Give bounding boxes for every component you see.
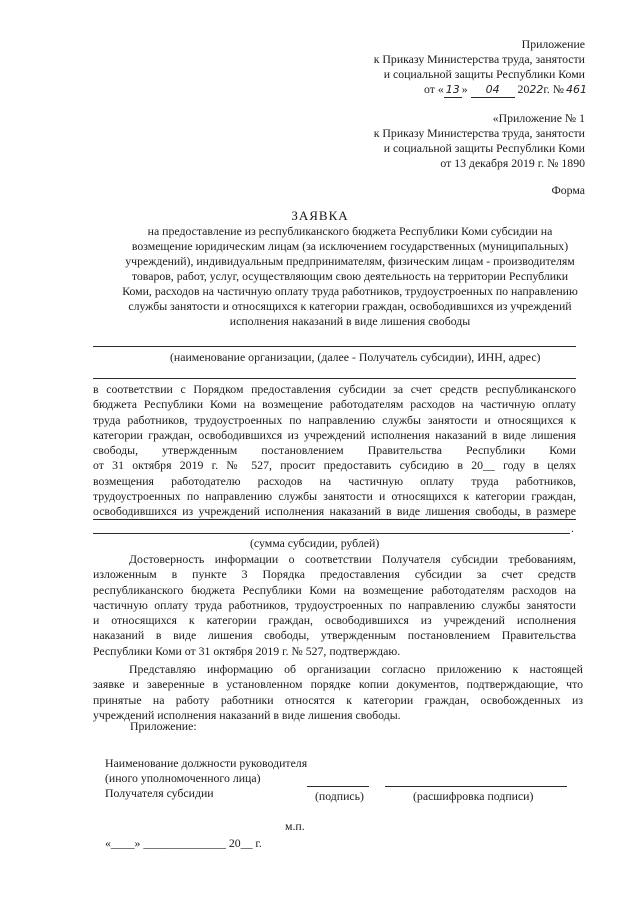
sum-field-line <box>93 519 576 520</box>
sum-caption: (сумма субсидии, рублей) <box>250 536 380 550</box>
signature-caption: (подпись) <box>315 789 364 803</box>
title-line: товаров, работ, услуг, осуществляющим свою деятельность на территории Республики <box>131 269 569 283</box>
signature-decode-line <box>385 786 567 787</box>
signature-position-line2: (иного уполномоченного лица) <box>105 771 261 785</box>
signature-decode-caption: (расшифровка подписи) <box>413 789 534 803</box>
signature-line <box>307 786 369 787</box>
paragraph-attachments: Представляю информацию об организации согласно приложению к настоящей заявке и заверенные в установленном порядке копии документов, подтверждающие, что принятые на работу работники относятся к категории граждан, освобожденных из учреждений исполнения наказаний в виде лишения свободы. <box>93 662 583 722</box>
sum-field-line-2 <box>93 533 570 534</box>
organization-field-line-2 <box>93 378 576 379</box>
title-line: учреждений), индивидуальным предпринимателям, физическим лицам - производителям <box>125 254 575 268</box>
signature-position-line3: Получателя субсидии <box>105 786 214 800</box>
title-line: Коми, расходов на частичную оплату труда работников, трудоустроенных по направлению <box>122 284 578 298</box>
header1-date-day: 13 <box>445 83 460 96</box>
header2-line2: к Приказу Министерства труда, занятости <box>373 126 585 140</box>
document-page: Приложение к Приказу Министерства труда, занятости и социальной защиты Республики Коми от « 13 » 04 2022г. № 461 «Приложение № 1 к Приказу Министерства труда, занятости и социальной защиты Республики Коми от 13 декабря 2019 г. № 1890 Форма ЗАЯВКА на предоставление из республиканского бюджета Республики Коми субсидии на возмещение юридическим лицам (за исключением государственных (муниципальных) учреждений), индивидуальным предпринимателям, физическим лицам - производителям товаров, работ, услуг, осуществляющим свою деятельность на территории Республики Коми, расходов на частичную оплату труда работников, трудоустроенных по направлению службы занятости и относящихся к категории граждан, освободившихся из учреждений исполнения наказаний в виде лишения свободы (наименование организации, (далее - Получатель субсидии), ИНН, адрес) в соответствии с Порядком предоставления субсидии за счет средств республиканского бюджета Республики Коми на возмещение работодателям расходов на частичную оплату труда работников, трудоустроенных по направлению службы занятости и относящихся к категории граждан, освободившихся из учреждений исполнения наказаний в виде лишения свободы, утвержденным постановлением Правительства Республики Коми от 31 октября 2019 г. № 527, просит предоставить субсидию в 20__ году в целях возмещения работодателю расходов на частичную оплату труда работников, трудоустроенных по направлению службы занятости и относящихся к категории граждан, освободившихся из учреждений исполнения наказаний в виде лишения свободы, в размере . (сумма субсидии, рублей) Достоверность информации о соответствии Получателя субсидии требованиям, изложенным в пункте 3 Порядка предоставления субсидии за счет средств республиканского бюджета Республики Коми на возмещение работодателям расходов на частичную оплату труда работников, трудоустроенных по направлению службы занятости и относящихся к категории граждан, освободившихся из учреждений исполнения наказаний в виде лишения свободы, утвержденным постановлением Правительства Республики Коми от 31 октября 2019 г. № 527, подтверждаю. Представляю информацию об организации согласно приложению к настоящей заявке и заверенные в установленном порядке копии документов, подтверждающие, что принятые на работу работники относятся к категории граждан, освобожденных из учреждений исполнения наказаний в виде лишения свободы. Приложение: Наименование должности руководителя (иного уполномоченного лица) Получателя субсидии (подпись) (расшифровка подписи) м.п. «____» ______________ 20__ г. <box>0 0 640 905</box>
title-line: исполнения наказаний в виде лишения свободы <box>229 314 471 328</box>
signature-position-line1: Наименование должности руководителя <box>105 756 308 770</box>
paragraph-request: в соответствии с Порядком предоставления субсидии за счет средств республиканского бюджета Республики Коми на возмещение работодателям расходов на частичную оплату труда работников, трудоустроенных по направлению службы занятости и относящихся к категории граждан, освободившихся из учреждений исполнения наказаний в виде лишения свободы, утвержденным постановлением Правительства Республики Коми от 31 октября 2019 г. № 527, просит предоставить субсидию в 20__ году в целях возмещения работодателю расходов на частичную оплату труда работников, трудоустроенных по направлению службы занятости и относящихся к категории граждан, освободившихся из учреждений исполнения наказаний в виде лишения свободы, в размере <box>93 382 576 519</box>
attachment-label: Приложение: <box>130 719 197 733</box>
title-line: на предоставление из республиканского бюджета Республики Коми субсидии на <box>147 224 553 238</box>
header1-date-line: от « 13 » 04 2022г. № 461 <box>424 82 588 96</box>
paragraph-confirmation: Достоверность информации о соответствии Получателя субсидии требованиям, изложенным в пункте 3 Порядка предоставления субсидии за счет средств республиканского бюджета Республики Коми на возмещение работодателям расходов на частичную оплату труда работников, трудоустроенных по направлению службы занятости и относящихся к категории граждан, освободившихся из учреждений исполнения наказаний в виде лишения свободы, утвержденным постановлением Правительства Республики Коми от 31 октября 2019 г. № 527, подтверждаю. <box>93 552 576 658</box>
title-line: службы занятости и относящихся к категории граждан, освободившихся из учреждений <box>128 299 572 313</box>
header1-order-number: 461 <box>566 83 588 96</box>
title-line: возмещение юридическим лицам (за исключением государственных (муниципальных) <box>131 239 569 253</box>
header2-line3: и социальной защиты Республики Коми <box>383 141 585 155</box>
header2-line1: «Приложение № 1 <box>492 111 585 125</box>
header2-line4: от 13 декабря 2019 г. № 1890 <box>440 156 585 170</box>
header1-date-month: 04 <box>471 82 515 98</box>
document-title: ЗАЯВКА <box>291 208 349 223</box>
header1-line2: к Приказу Министерства труда, занятости <box>373 52 585 66</box>
organization-caption: (наименование организации, (далее - Получатель субсидии), ИНН, адрес) <box>170 350 541 364</box>
form-label: Форма <box>551 183 585 197</box>
signature-date-line: «____» ______________ 20__ г. <box>105 836 262 850</box>
header1-line3: и социальной защиты Республики Коми <box>383 67 585 81</box>
header1-line1: Приложение <box>521 37 585 51</box>
header1-date-year: 22 <box>529 83 544 96</box>
organization-field-line <box>93 346 576 347</box>
stamp-label: м.п. <box>285 819 305 833</box>
